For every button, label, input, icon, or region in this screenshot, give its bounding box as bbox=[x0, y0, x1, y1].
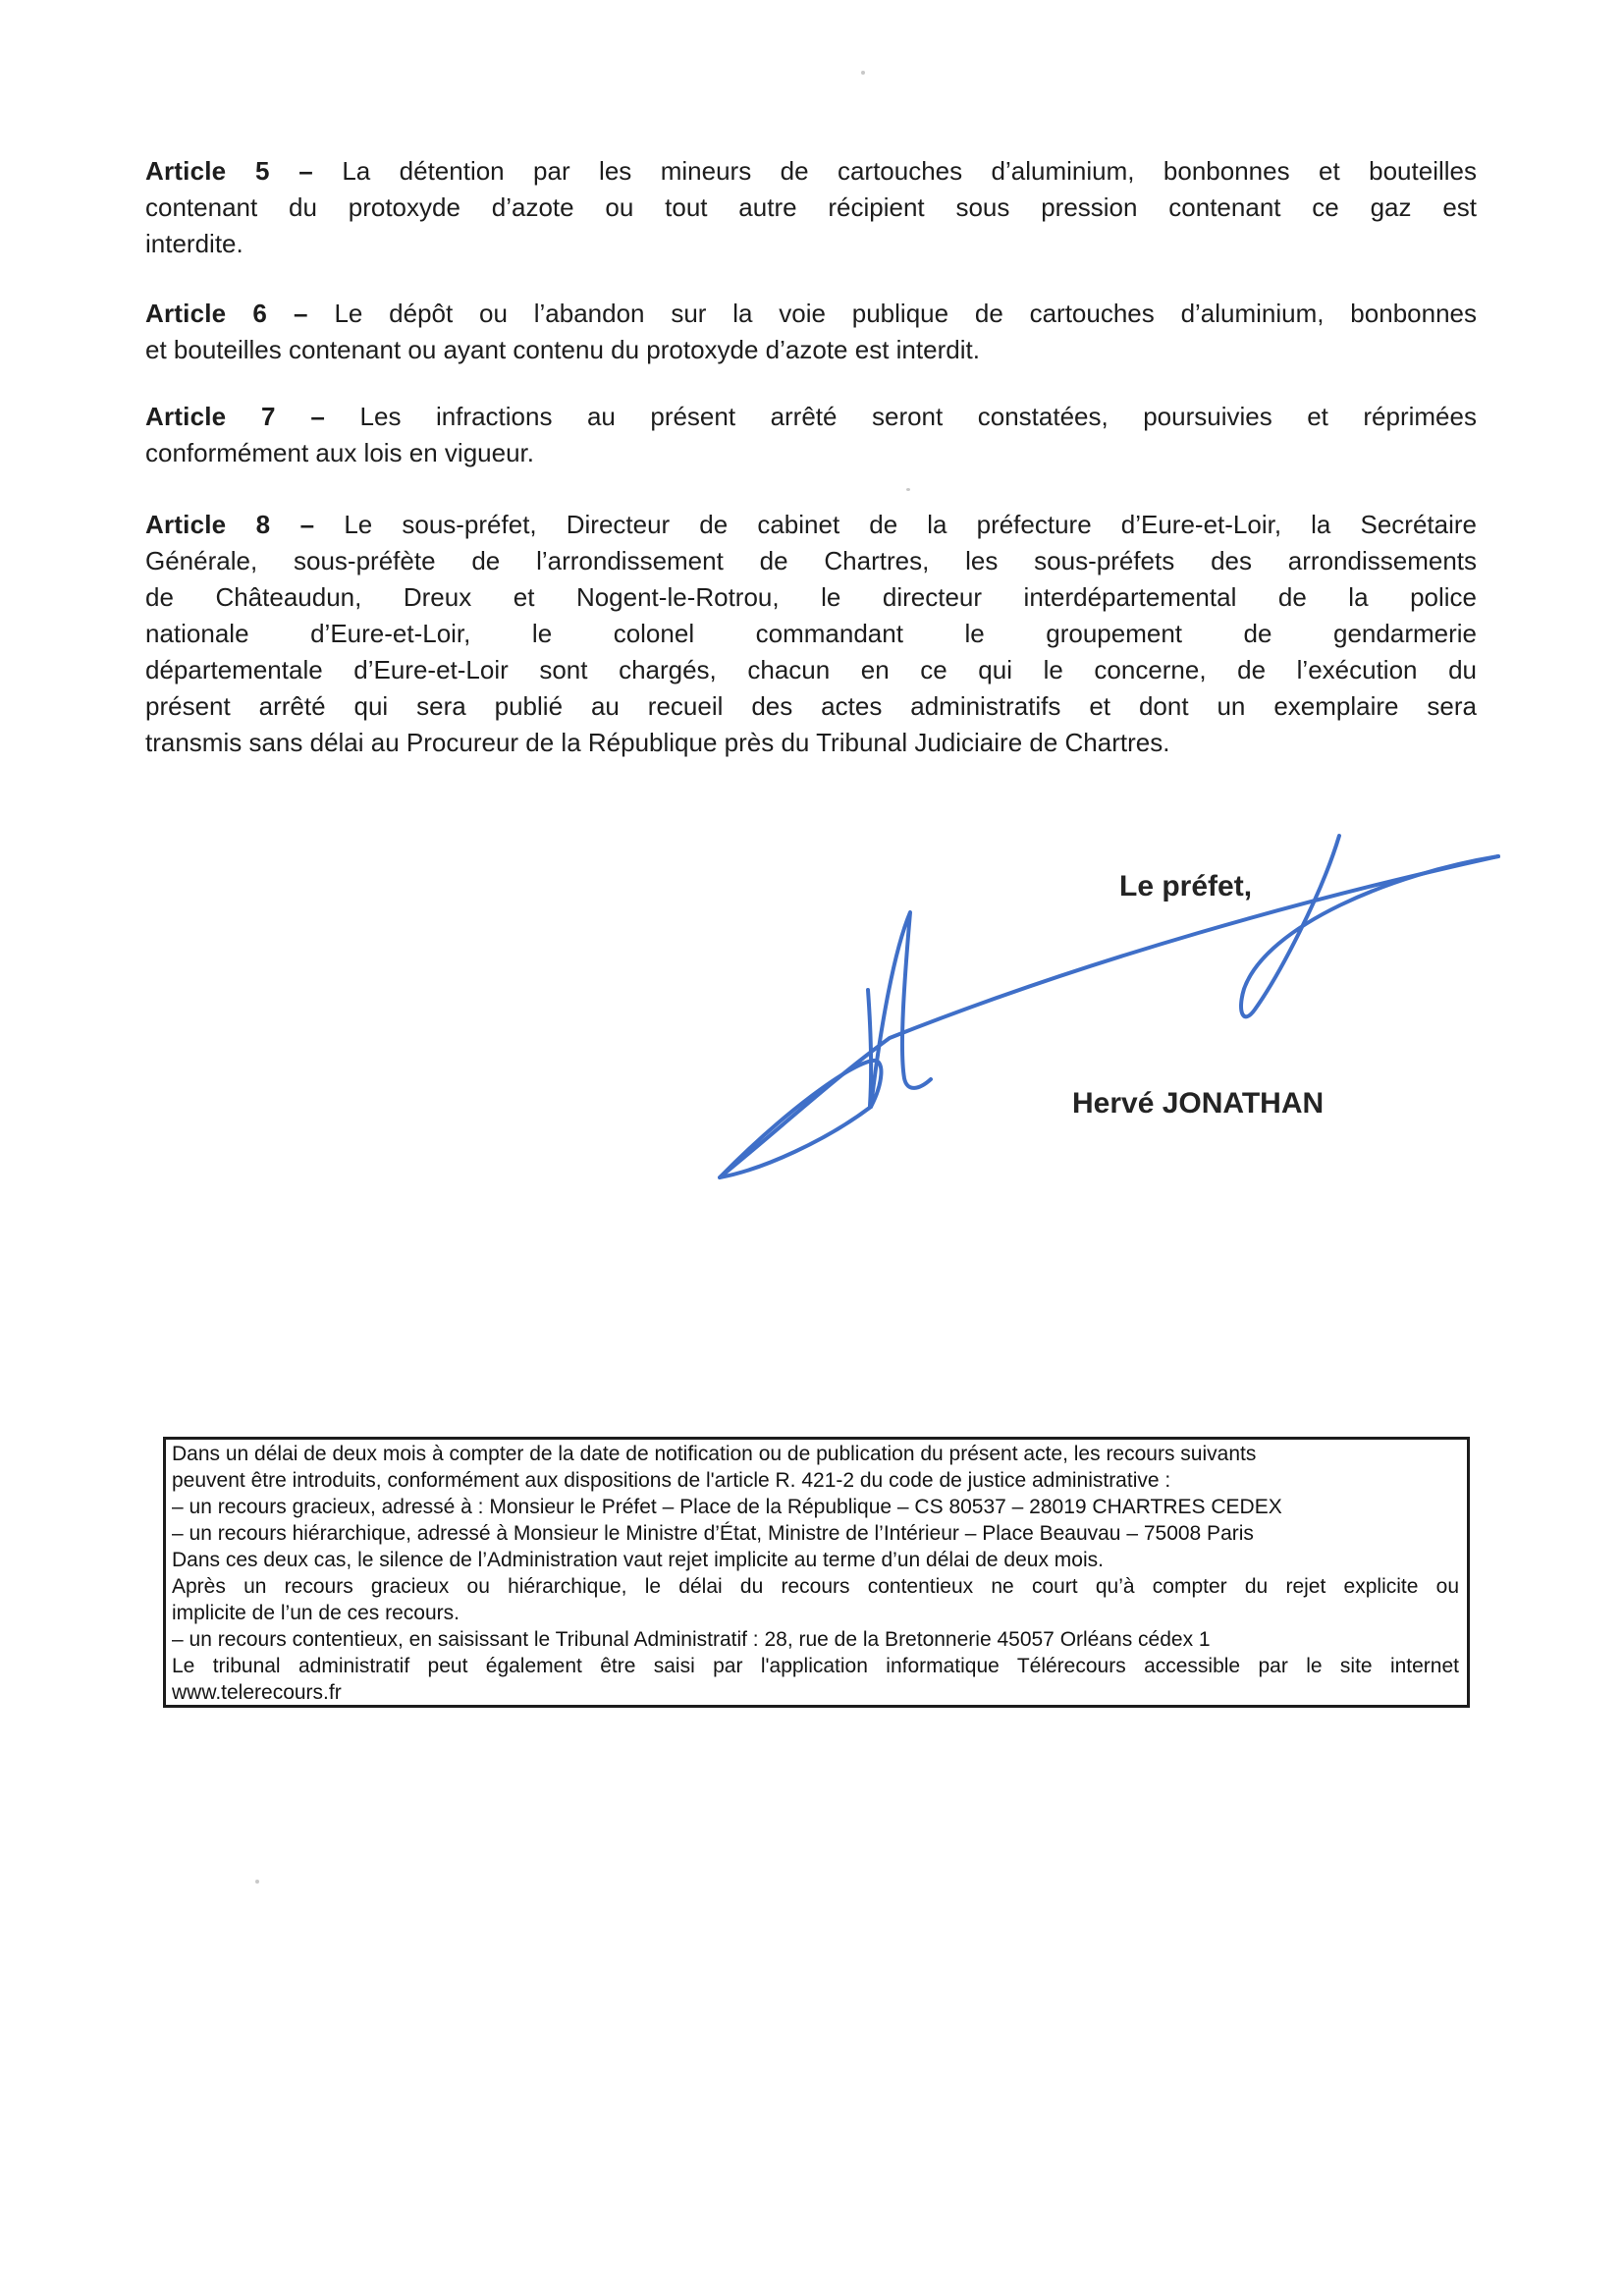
article-5-paragraph bbox=[145, 153, 1477, 262]
article-6-line: et bouteilles contenant ou ayant contenu du protoxyde d’azote est interdit. bbox=[145, 335, 980, 364]
notice-line: implicite de l’un de ces recours. bbox=[172, 1602, 460, 1624]
scan-speck bbox=[255, 1880, 259, 1884]
notice-line: – un recours gracieux, adressé à : Monsieur le Préfet – Place de la République – CS 80537 – 28019 CHARTRES CEDEX bbox=[172, 1496, 1282, 1518]
notice-line: peuvent être introduits, conformément aux dispositions de l'article R. 421-2 du code de justice administrative : bbox=[172, 1469, 1171, 1492]
scan-speck bbox=[906, 488, 910, 491]
article-8-line: transmis sans délai au Procureur de la République près du Tribunal Judiciaire de Chartres. bbox=[145, 728, 1170, 757]
article-8-line: Générale, sous-préfète de l’arrondissement de Chartres, les sous-préfets des arrondissements bbox=[145, 546, 1477, 575]
signer-name: Hervé JONATHAN bbox=[1072, 1087, 1325, 1120]
article-8-line bbox=[145, 507, 1477, 543]
article-5-text: La détention par les mineurs de cartouches d’aluminium, bonbonnes et bouteilles bbox=[312, 156, 1477, 186]
scan-speck bbox=[861, 71, 865, 75]
signer-title: Le préfet, bbox=[1119, 870, 1253, 902]
article-7-line: conformément aux lois en vigueur. bbox=[145, 438, 534, 467]
notice-url: www.telerecours.fr bbox=[172, 1681, 342, 1704]
article-5-line: contenant du protoxyde d’azote ou tout autre récipient sous pression contenant ce gaz est bbox=[145, 192, 1477, 222]
article-8-line: nationale d’Eure-et-Loir, le colonel commandant le groupement de gendarmerie bbox=[145, 619, 1477, 648]
notice-line: Dans ces deux cas, le silence de l’Administration vaut rejet implicite au terme d’un délai de deux mois. bbox=[172, 1549, 1104, 1571]
notice-line: Après un recours gracieux ou hiérarchique, le délai du recours contentieux ne court qu’à compter du rejet explicite ou bbox=[172, 1575, 1459, 1598]
article-6-text: Le dépôt ou l’abandon sur la voie publique de cartouches d’aluminium, bonbonnes bbox=[334, 299, 1477, 328]
article-7-text: Les infractions au présent arrêté seront constatées, poursuivies et réprimées bbox=[359, 402, 1477, 431]
article-7-label: Article 7 – bbox=[145, 402, 326, 431]
article-6-label: Article 6 – bbox=[145, 299, 308, 328]
article-6-line bbox=[145, 296, 1477, 332]
notice-line: Le tribunal administratif peut également être saisi par l'application informatique Télérecours accessible par le site internet bbox=[172, 1655, 1459, 1677]
article-8-line: présent arrêté qui sera publié au recueil des actes administratifs et dont un exemplaire sera bbox=[145, 691, 1477, 721]
article-8-label: Article 8 – bbox=[145, 510, 315, 539]
notice-line: Dans un délai de deux mois à compter de la date de notification ou de publication du présent acte, les recours suivants bbox=[172, 1443, 1257, 1465]
article-5-line bbox=[145, 153, 1477, 190]
article-8-line: de Châteaudun, Dreux et Nogent-le-Rotrou, le directeur interdépartemental de la police bbox=[145, 582, 1477, 612]
recourse-notice-box bbox=[163, 1437, 1470, 1708]
article-8-paragraph bbox=[145, 507, 1477, 761]
article-7-paragraph bbox=[145, 399, 1477, 471]
article-7-line bbox=[145, 399, 1477, 435]
article-6-paragraph bbox=[145, 296, 1477, 368]
article-8-line: départementale d’Eure-et-Loir sont chargés, chacun en ce qui le concerne, de l’exécution du bbox=[145, 655, 1477, 684]
notice-line: – un recours contentieux, en saisissant le Tribunal Administratif : 28, rue de la Bretonnerie 45057 Orléans cédex 1 bbox=[172, 1628, 1211, 1651]
article-5-line: interdite. bbox=[145, 229, 243, 258]
article-5-label: Article 5 – bbox=[145, 156, 313, 186]
notice-line: – un recours hiérarchique, adressé à Monsieur le Ministre d’État, Ministre de l’Intérieur – Place Beauvau – 75008 Paris bbox=[172, 1522, 1254, 1545]
article-8-text: Le sous-préfet, Directeur de cabinet de la préfecture d’Eure-et-Loir, la Secrétaire bbox=[344, 510, 1477, 539]
